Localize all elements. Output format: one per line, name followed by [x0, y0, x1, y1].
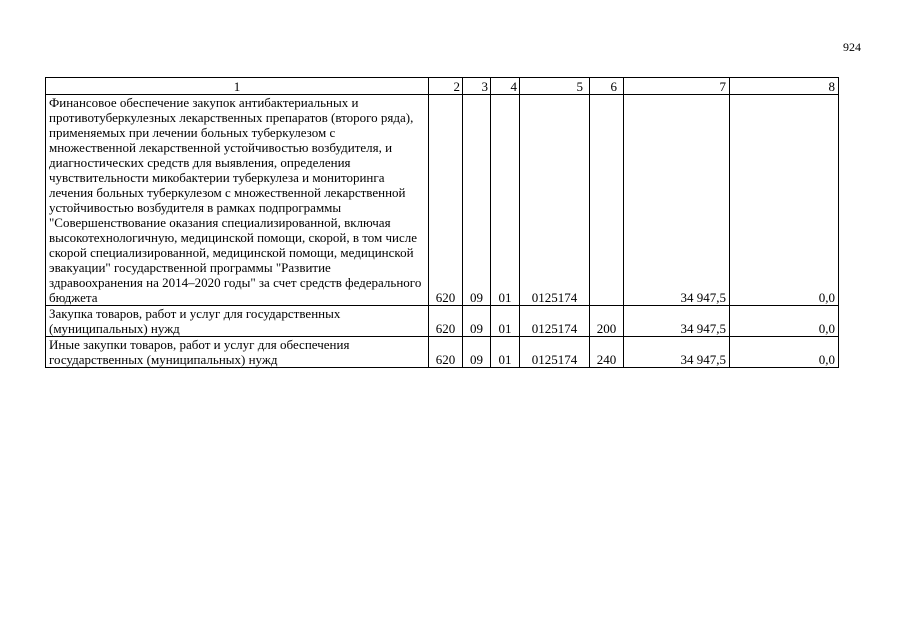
header-cell-2: 2: [429, 78, 463, 95]
row-name: Финансовое обеспечение закупок антибактериальных и противотуберкулезных лекарственных препаратов (второго ряда), применяемых при лечении больных туберкулезом с множественной лекарственной устойчивостью возбудителя, и диагностических средств для выявления, определения чувствительности микобактерии туберкулеза и мониторинга лечения больных туберкулезом с множественной лекарственной устойчивостью возбудителя в рамках подпрограммы "Совершенствование оказания специализированной, включая высокотехнологичную, медицинской помощи, скорой, в том числе скорой специализированной, медицинской помощи, медицинской эвакуации" государственной программы "Развитие здравоохранения на 2014–2020 годы" за счет средств федерального бюджета: [46, 95, 429, 306]
header-cell-4: 4: [491, 78, 520, 95]
budget-table: [45, 77, 839, 368]
row-cell-6: [590, 95, 624, 306]
header-cell-7: 7: [624, 78, 730, 95]
row-cell-5: 0125174: [520, 306, 590, 337]
header-cell-1: 1: [46, 78, 429, 95]
row-cell-3: 09: [463, 95, 491, 306]
row-cell-8: 0,0: [730, 95, 839, 306]
header-cell-6: 6: [590, 78, 624, 95]
row-cell-8: 0,0: [730, 337, 839, 368]
header-cell-3: 3: [463, 78, 491, 95]
table-header-row: [46, 78, 839, 95]
row-cell-6: 240: [590, 337, 624, 368]
row-cell-8: 0,0: [730, 306, 839, 337]
row-cell-2: 620: [429, 337, 463, 368]
table-row: [46, 95, 839, 306]
row-cell-5: 0125174: [520, 337, 590, 368]
header-cell-8: 8: [730, 78, 839, 95]
row-cell-7: 34 947,5: [624, 337, 730, 368]
row-cell-5: 0125174: [520, 95, 590, 306]
row-cell-3: 09: [463, 306, 491, 337]
row-cell-4: 01: [491, 337, 520, 368]
table-row: [46, 337, 839, 368]
row-cell-6: 200: [590, 306, 624, 337]
row-cell-3: 09: [463, 337, 491, 368]
row-cell-4: 01: [491, 306, 520, 337]
row-cell-7: 34 947,5: [624, 95, 730, 306]
row-cell-2: 620: [429, 306, 463, 337]
row-cell-2: 620: [429, 95, 463, 306]
row-cell-7: 34 947,5: [624, 306, 730, 337]
row-name: Иные закупки товаров, работ и услуг для обеспечения государственных (муниципальных) нужд: [46, 337, 429, 368]
table-row: [46, 306, 839, 337]
header-cell-5: 5: [520, 78, 590, 95]
page-number: 924: [843, 40, 861, 54]
row-name: Закупка товаров, работ и услуг для государственных (муниципальных) нужд: [46, 306, 429, 337]
row-cell-4: 01: [491, 95, 520, 306]
